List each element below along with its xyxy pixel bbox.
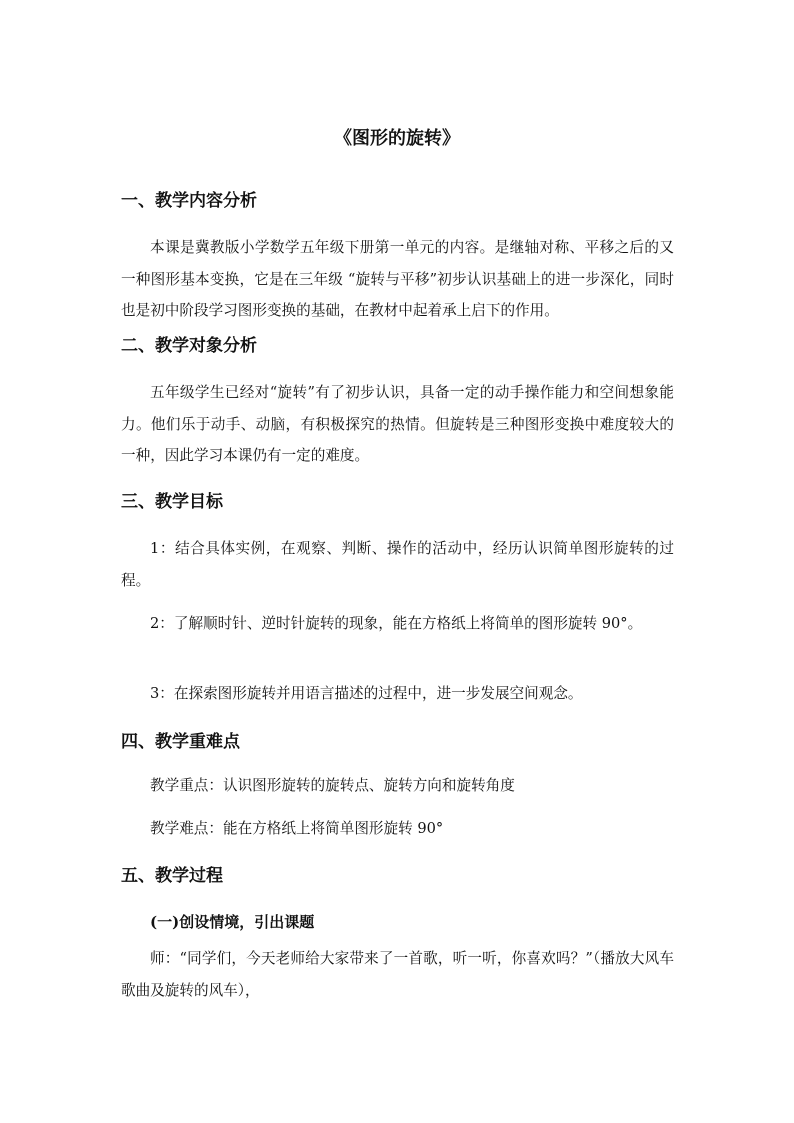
subsection-heading-situation: (一)创设情境，引出课题 — [150, 913, 315, 931]
section-heading-object-analysis: 二、教学对象分析 — [121, 336, 257, 356]
paragraph-content-analysis: 本课是冀教版小学数学五年级下册第一单元的内容。是继轴对称、平移之后的又一种图形基本变换，它是在三年级 “旋转与平移”初步认识基础上的进一步深化，同时也是初中阶段学习图形变换的基础，在教材中起着承上启下的作用。 — [121, 239, 674, 319]
document-title: 《图形的旋转》 — [334, 128, 460, 149]
paragraph-teacher-dialogue: 师：“同学们，今天老师给大家带来了一首歌，听一听，你喜欢吗？”（播放大风车歌曲及旋转的风车）， — [121, 950, 674, 999]
difficulty-line: 教学难点：能在方格纸上将简单图形旋转 90° — [150, 820, 444, 837]
key-point-line: 教学重点：认识图形旋转的旋转点、旋转方向和旋转角度 — [150, 777, 515, 794]
section-heading-process: 五、教学过程 — [121, 866, 223, 886]
section-heading-key-points: 四、教学重难点 — [121, 732, 240, 752]
section-heading-goals: 三、教学目标 — [121, 492, 223, 512]
goal-item-1: 1：结合具体实例，在观察、判断、操作的活动中，经历认识简单图形旋转的过程。 — [121, 540, 674, 589]
goal-item-2: 2：了解顺时针、逆时针旋转的现象，能在方格纸上将简单的图形旋转 90°。 — [150, 615, 643, 632]
paragraph-object-analysis: 五年级学生已经对“旋转”有了初步认识，具备一定的动手操作能力和空间想象能力。他们乐于动手、动脑，有积极探究的热情。但旋转是三种图形变换中难度较大的一种，因此学习本课仍有一定的难度。 — [121, 384, 674, 464]
section-heading-content-analysis: 一、教学内容分析 — [121, 191, 257, 211]
goal-item-3: 3：在探索图形旋转并用语言描述的过程中，进一步发展空间观念。 — [150, 685, 583, 702]
